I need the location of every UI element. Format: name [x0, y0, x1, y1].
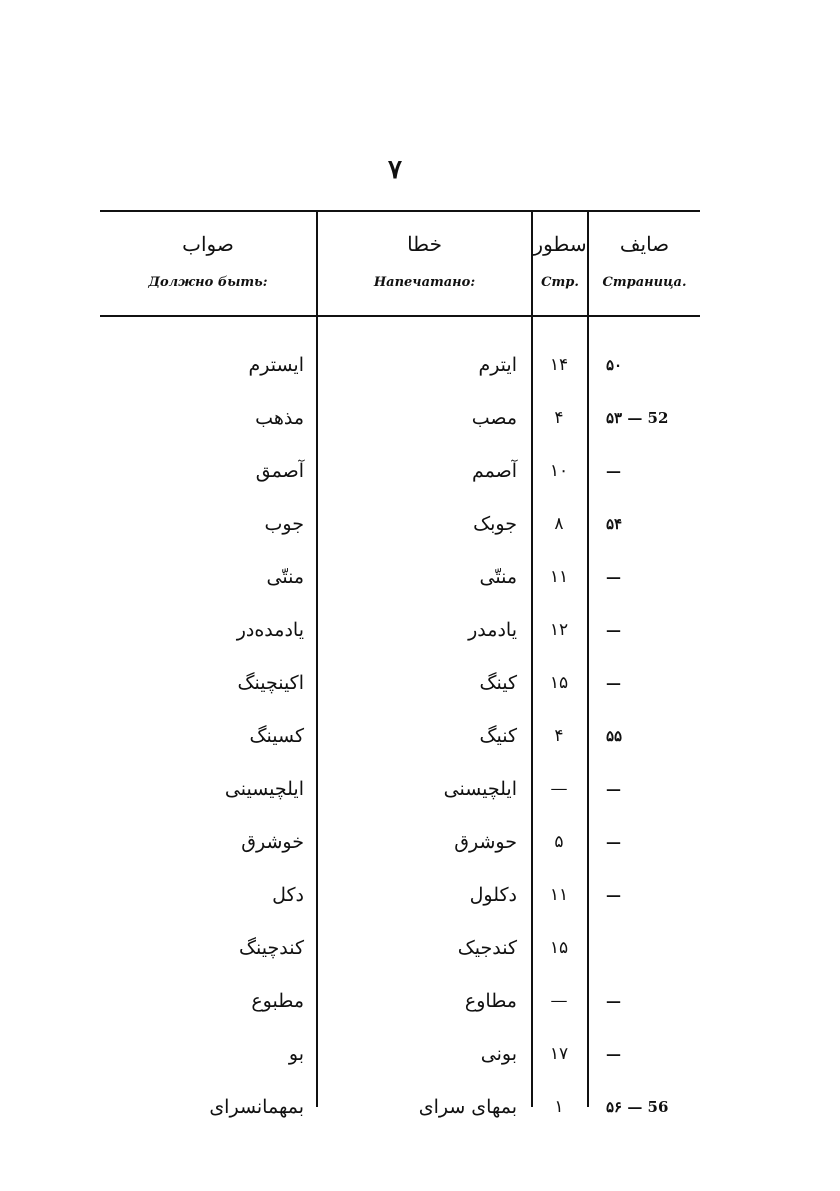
printed-cell: آصمم — [471, 460, 517, 482]
correct-cell: منتّی — [266, 566, 304, 588]
correct-cell: یادمده‌در — [236, 619, 304, 641]
printed-cell: ایلچیسنی — [443, 778, 517, 800]
correct-cell: آصمق — [255, 460, 304, 482]
line-cell: ۱۲ — [549, 620, 569, 640]
page-number: ۷ — [388, 155, 402, 185]
page-cell: ۵۰ — [606, 356, 623, 374]
line-cell: ۱۵ — [549, 938, 569, 958]
line-cell: ۱۷ — [549, 1044, 569, 1064]
page-cell: — — [606, 886, 621, 904]
correct-cell: مذهب — [255, 407, 304, 429]
line-cell: ۱۵ — [549, 673, 569, 693]
line-cell: ۱ — [554, 1097, 564, 1117]
line-cell: — — [550, 779, 568, 799]
correct-cell: ایلچیسینی — [224, 778, 304, 800]
line-cell: ۱۰ — [549, 461, 569, 481]
page-cell: — — [606, 462, 621, 480]
header-printed-russian: Напечатано: — [373, 275, 476, 290]
correct-cell: بمهمانسرای — [209, 1096, 304, 1118]
page-cell: — — [606, 780, 621, 798]
page-cell: — — [606, 992, 621, 1010]
header-printed-arabic: خطا — [407, 232, 442, 256]
correct-cell: مطبوع — [251, 990, 304, 1012]
page-cell: ۵۴ — [606, 515, 623, 533]
header-correct-russian: Должно быть: — [148, 275, 268, 290]
column-divider-3 — [587, 212, 589, 1107]
printed-cell: بونی — [480, 1043, 517, 1065]
page-cell: — — [606, 621, 621, 639]
header-line-arabic: سطور — [533, 232, 587, 256]
page-cell: — — [606, 833, 621, 851]
page-cell: ۵۳ — 52 — [606, 409, 669, 427]
line-cell: ۴ — [554, 726, 564, 746]
correct-cell: بو — [288, 1043, 304, 1065]
column-divider-2 — [531, 212, 533, 1107]
printed-cell: یادمدر — [468, 619, 517, 641]
line-cell: — — [550, 991, 568, 1011]
correct-cell: خوشرق — [241, 831, 304, 853]
printed-cell: کندجیک — [457, 937, 517, 959]
header-line-russian: Стр. — [541, 275, 579, 290]
printed-cell: منتّی — [479, 566, 517, 588]
printed-cell: کنیگ — [479, 725, 517, 747]
table-top-rule — [100, 210, 700, 212]
header-page-arabic: صایف — [619, 232, 670, 256]
printed-cell: جوبک — [473, 513, 517, 535]
correct-cell: جوب — [264, 513, 304, 535]
page-cell: — — [606, 674, 621, 692]
printed-cell: دکلول — [469, 884, 517, 906]
header-page-russian: Страница. — [602, 275, 687, 290]
page-cell: ۵۶ — 56 — [606, 1098, 669, 1116]
line-cell: ۸ — [554, 514, 564, 534]
printed-cell: مطاوع — [464, 990, 517, 1012]
printed-cell: بمهای سرای — [418, 1096, 517, 1118]
page-cell: — — [606, 1045, 621, 1063]
line-cell: ۴ — [554, 408, 564, 428]
correct-cell: دکل — [272, 884, 304, 906]
printed-cell: مصب — [471, 407, 517, 429]
printed-cell: حوشرق — [454, 831, 517, 853]
correct-cell: ایسترم — [248, 354, 304, 376]
correct-cell: کندچینگ — [239, 937, 304, 959]
header-correct-arabic: صواب — [182, 232, 234, 256]
column-divider-1 — [316, 212, 318, 1107]
page-cell: ۵۵ — [606, 727, 623, 745]
header-bottom-rule — [100, 315, 700, 317]
line-cell: ۱۴ — [549, 355, 569, 375]
line-cell: ۵ — [554, 832, 564, 852]
page-cell: — — [606, 568, 621, 586]
correct-cell: اکینچینگ — [237, 672, 304, 694]
printed-cell: کینگ — [479, 672, 517, 694]
page-cell — [606, 933, 696, 963]
correct-cell: کسینگ — [249, 725, 304, 747]
line-cell: ۱۱ — [549, 885, 569, 905]
line-cell: ۱۱ — [549, 567, 569, 587]
printed-cell: ایترم — [478, 354, 517, 376]
